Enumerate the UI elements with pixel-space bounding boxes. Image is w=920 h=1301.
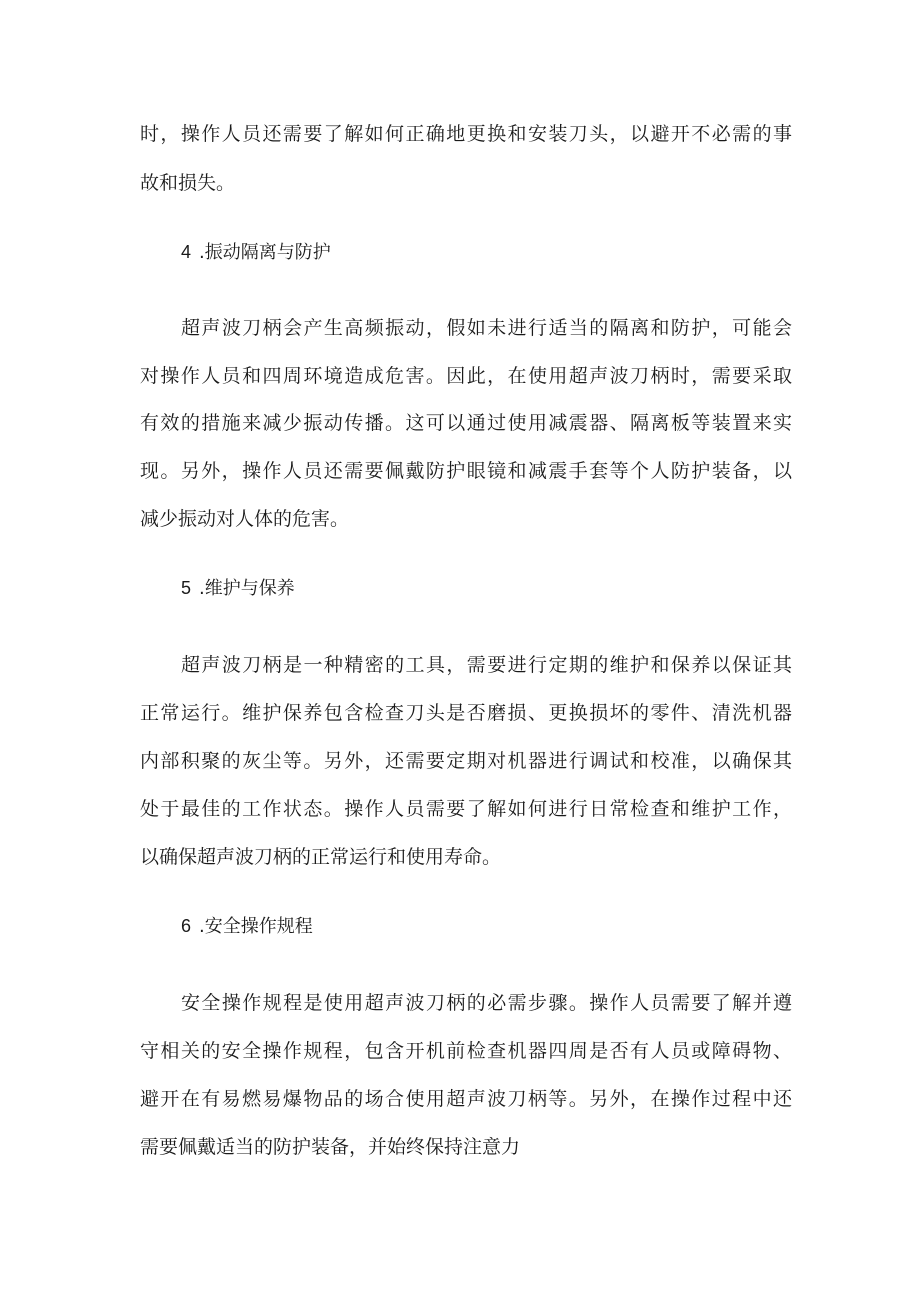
paragraph-line: 安全操作规程是使用超声波刀柄的必需步骤。操作人员需要了解并遵 bbox=[181, 992, 792, 1014]
section-number: 6 bbox=[181, 916, 192, 936]
paragraph-line: 故和损失。 bbox=[140, 172, 236, 194]
paragraph-line: 现。另外，操作人员还需要佩戴防护眼镜和减震手套等个人防护装备，以 bbox=[140, 460, 792, 482]
paragraph-line: 内部积聚的灰尘等。另外，还需要定期对机器进行调试和校准，以确保其 bbox=[140, 750, 792, 772]
paragraph-line: 避开在有易燃易爆物品的场合使用超声波刀柄等。另外，在操作过程中还 bbox=[140, 1088, 792, 1110]
section-heading bbox=[181, 240, 331, 265]
section-title: .维护与保养 bbox=[199, 578, 295, 599]
paragraph-line: 超声波刀柄会产生高频振动，假如未进行适当的隔离和防护，可能会 bbox=[181, 317, 792, 339]
paragraph-line: 有效的措施来减少振动传播。这可以通过使用减震器、隔离板等装置来实 bbox=[140, 412, 792, 434]
paragraph-line: 正常运行。维护保养包含检查刀头是否磨损、更换损坏的零件、清洗机器 bbox=[140, 702, 792, 724]
paragraph-line: 处于最佳的工作状态。操作人员需要了解如何进行日常检查和维护工作， bbox=[140, 798, 792, 820]
paragraph-line: 超声波刀柄是一种精密的工具，需要进行定期的维护和保养以保证其 bbox=[181, 654, 792, 676]
paragraph-line: 对操作人员和四周环境造成危害。因此，在使用超声波刀柄时，需要采取 bbox=[140, 365, 792, 387]
section-heading bbox=[181, 576, 295, 601]
section-number: 5 bbox=[181, 578, 192, 598]
section-title: .安全操作规程 bbox=[199, 916, 313, 937]
section-title: .振动隔离与防护 bbox=[199, 242, 331, 263]
paragraph-line: 减少振动对人体的危害。 bbox=[140, 508, 350, 530]
paragraph-line: 守相关的安全操作规程，包含开机前检查机器四周是否有人员或障碍物、 bbox=[140, 1040, 792, 1062]
paragraph-line: 以确保超声波刀柄的正常运行和使用寿命。 bbox=[140, 846, 502, 868]
paragraph-line: 时，操作人员还需要了解如何正确地更换和安装刀头，以避开不必需的事 bbox=[140, 123, 792, 145]
section-number: 4 bbox=[181, 242, 192, 262]
paragraph-line: 需要佩戴适当的防护装备，并始终保持注意力 bbox=[140, 1136, 521, 1158]
section-heading bbox=[181, 914, 313, 939]
